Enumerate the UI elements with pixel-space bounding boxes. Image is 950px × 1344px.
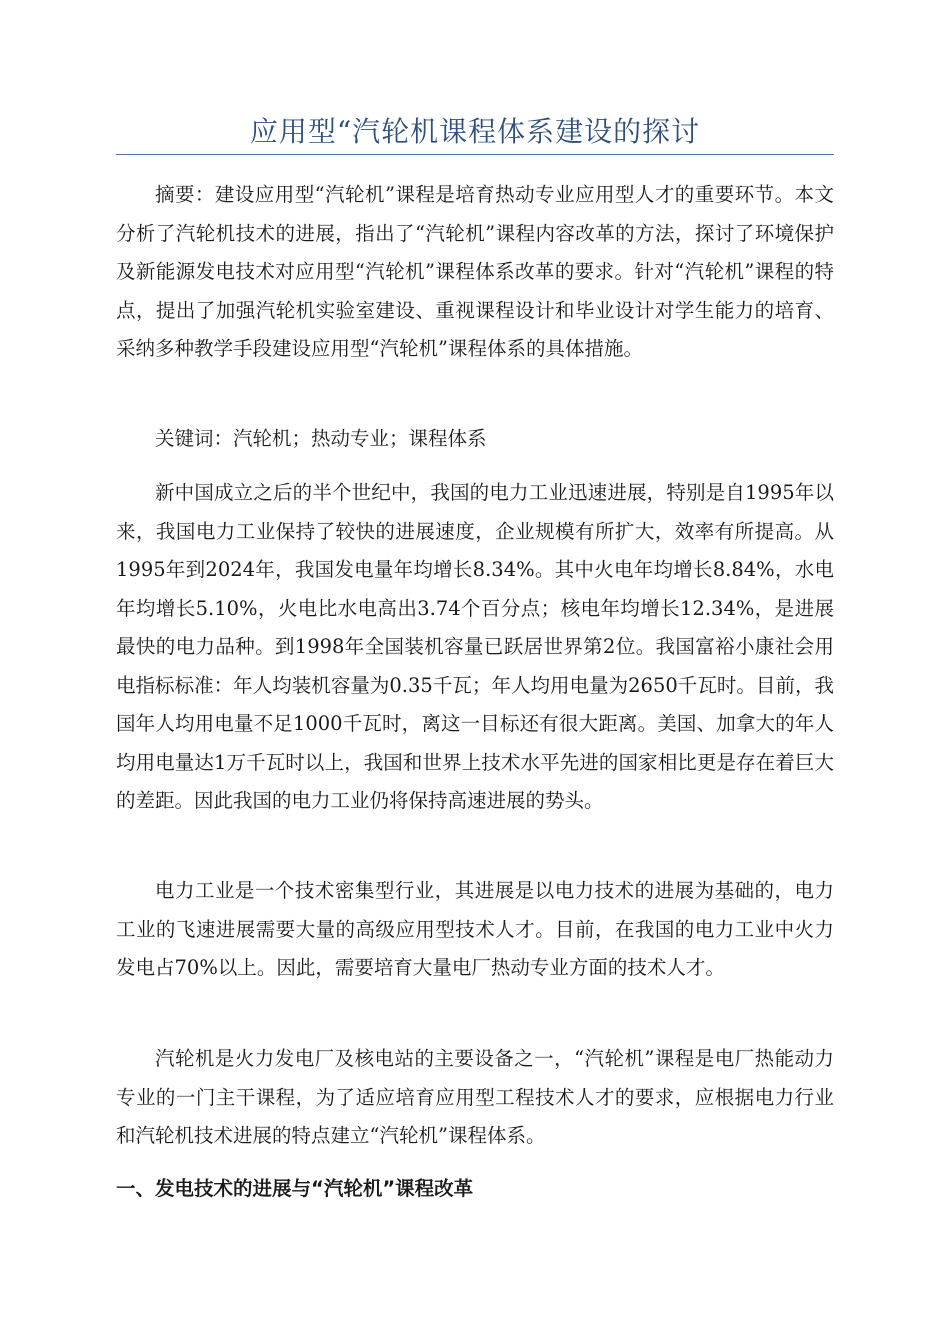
body-paragraph-3: 汽轮机是火力发电厂及核电站的主要设备之一，“汽轮机”课程是电厂热能动力专业的一门主干课程，为了适应培育应用型工程技术人才的要求，应根据电力行业和汽轮机技术进展的特点建立“汽轮机”课程体系。 [116, 1047, 834, 1147]
title-underline [116, 154, 834, 155]
abstract-paragraph: 摘要：建设应用型“汽轮机”课程是培育热动专业应用型人才的重要环节。本文分析了汽轮机技术的进展，指出了“汽轮机”课程内容改革的方法，探讨了环境保护及新能源发电技术对应用型“汽轮机”课程体系改革的要求。针对“汽轮机”课程的特点，提出了加强汽轮机实验室建设、重视课程设计和毕业设计对学生能力的培育、采纳多种教学手段建设应用型“汽轮机”课程体系的具体措施。 [116, 183, 834, 360]
section-heading: 一、发电技术的进展与“汽轮机”课程改革 [116, 1177, 474, 1200]
document-title: 应用型“汽轮机课程体系建设的探讨 [249, 115, 701, 148]
keywords-line: 关键词：汽轮机；热动专业；课程体系 [155, 427, 487, 450]
body-paragraph-1: 新中国成立之后的半个世纪中，我国的电力工业迅速进展，特别是自1995年以来，我国电力工业保持了较快的进展速度，企业规模有所扩大，效率有所提高。从1995年到2024年，我国发电量年均增长8.34%。其中火电年均增长8.84%，水电年均增长5.10%，火电比水电高出3.74个百分点；核电年均增长12.34%，是进展最快的电力品种。到1998年全国装机容量已跃居世界第2位。我国富裕小康社会用电指标标准：年人均装机容量为0.35千瓦；年人均用电量为2650千瓦时。目前，我国年人均用电量不足1000千瓦时，离这一目标还有很大距离。美国、加拿大的年人均用电量达1万千瓦时以上，我国和世界上技术水平先进的国家相比更是存在着巨大的差距。因此我国的电力工业仍将保持高速进展的势头。 [116, 481, 834, 812]
body-paragraph-2: 电力工业是一个技术密集型行业，其进展是以电力技术的进展为基础的，电力工业的飞速进展需要大量的高级应用型技术人才。目前，在我国的电力工业中火力发电占70%以上。因此，需要培育大量电厂热动专业方面的技术人才。 [116, 879, 834, 979]
